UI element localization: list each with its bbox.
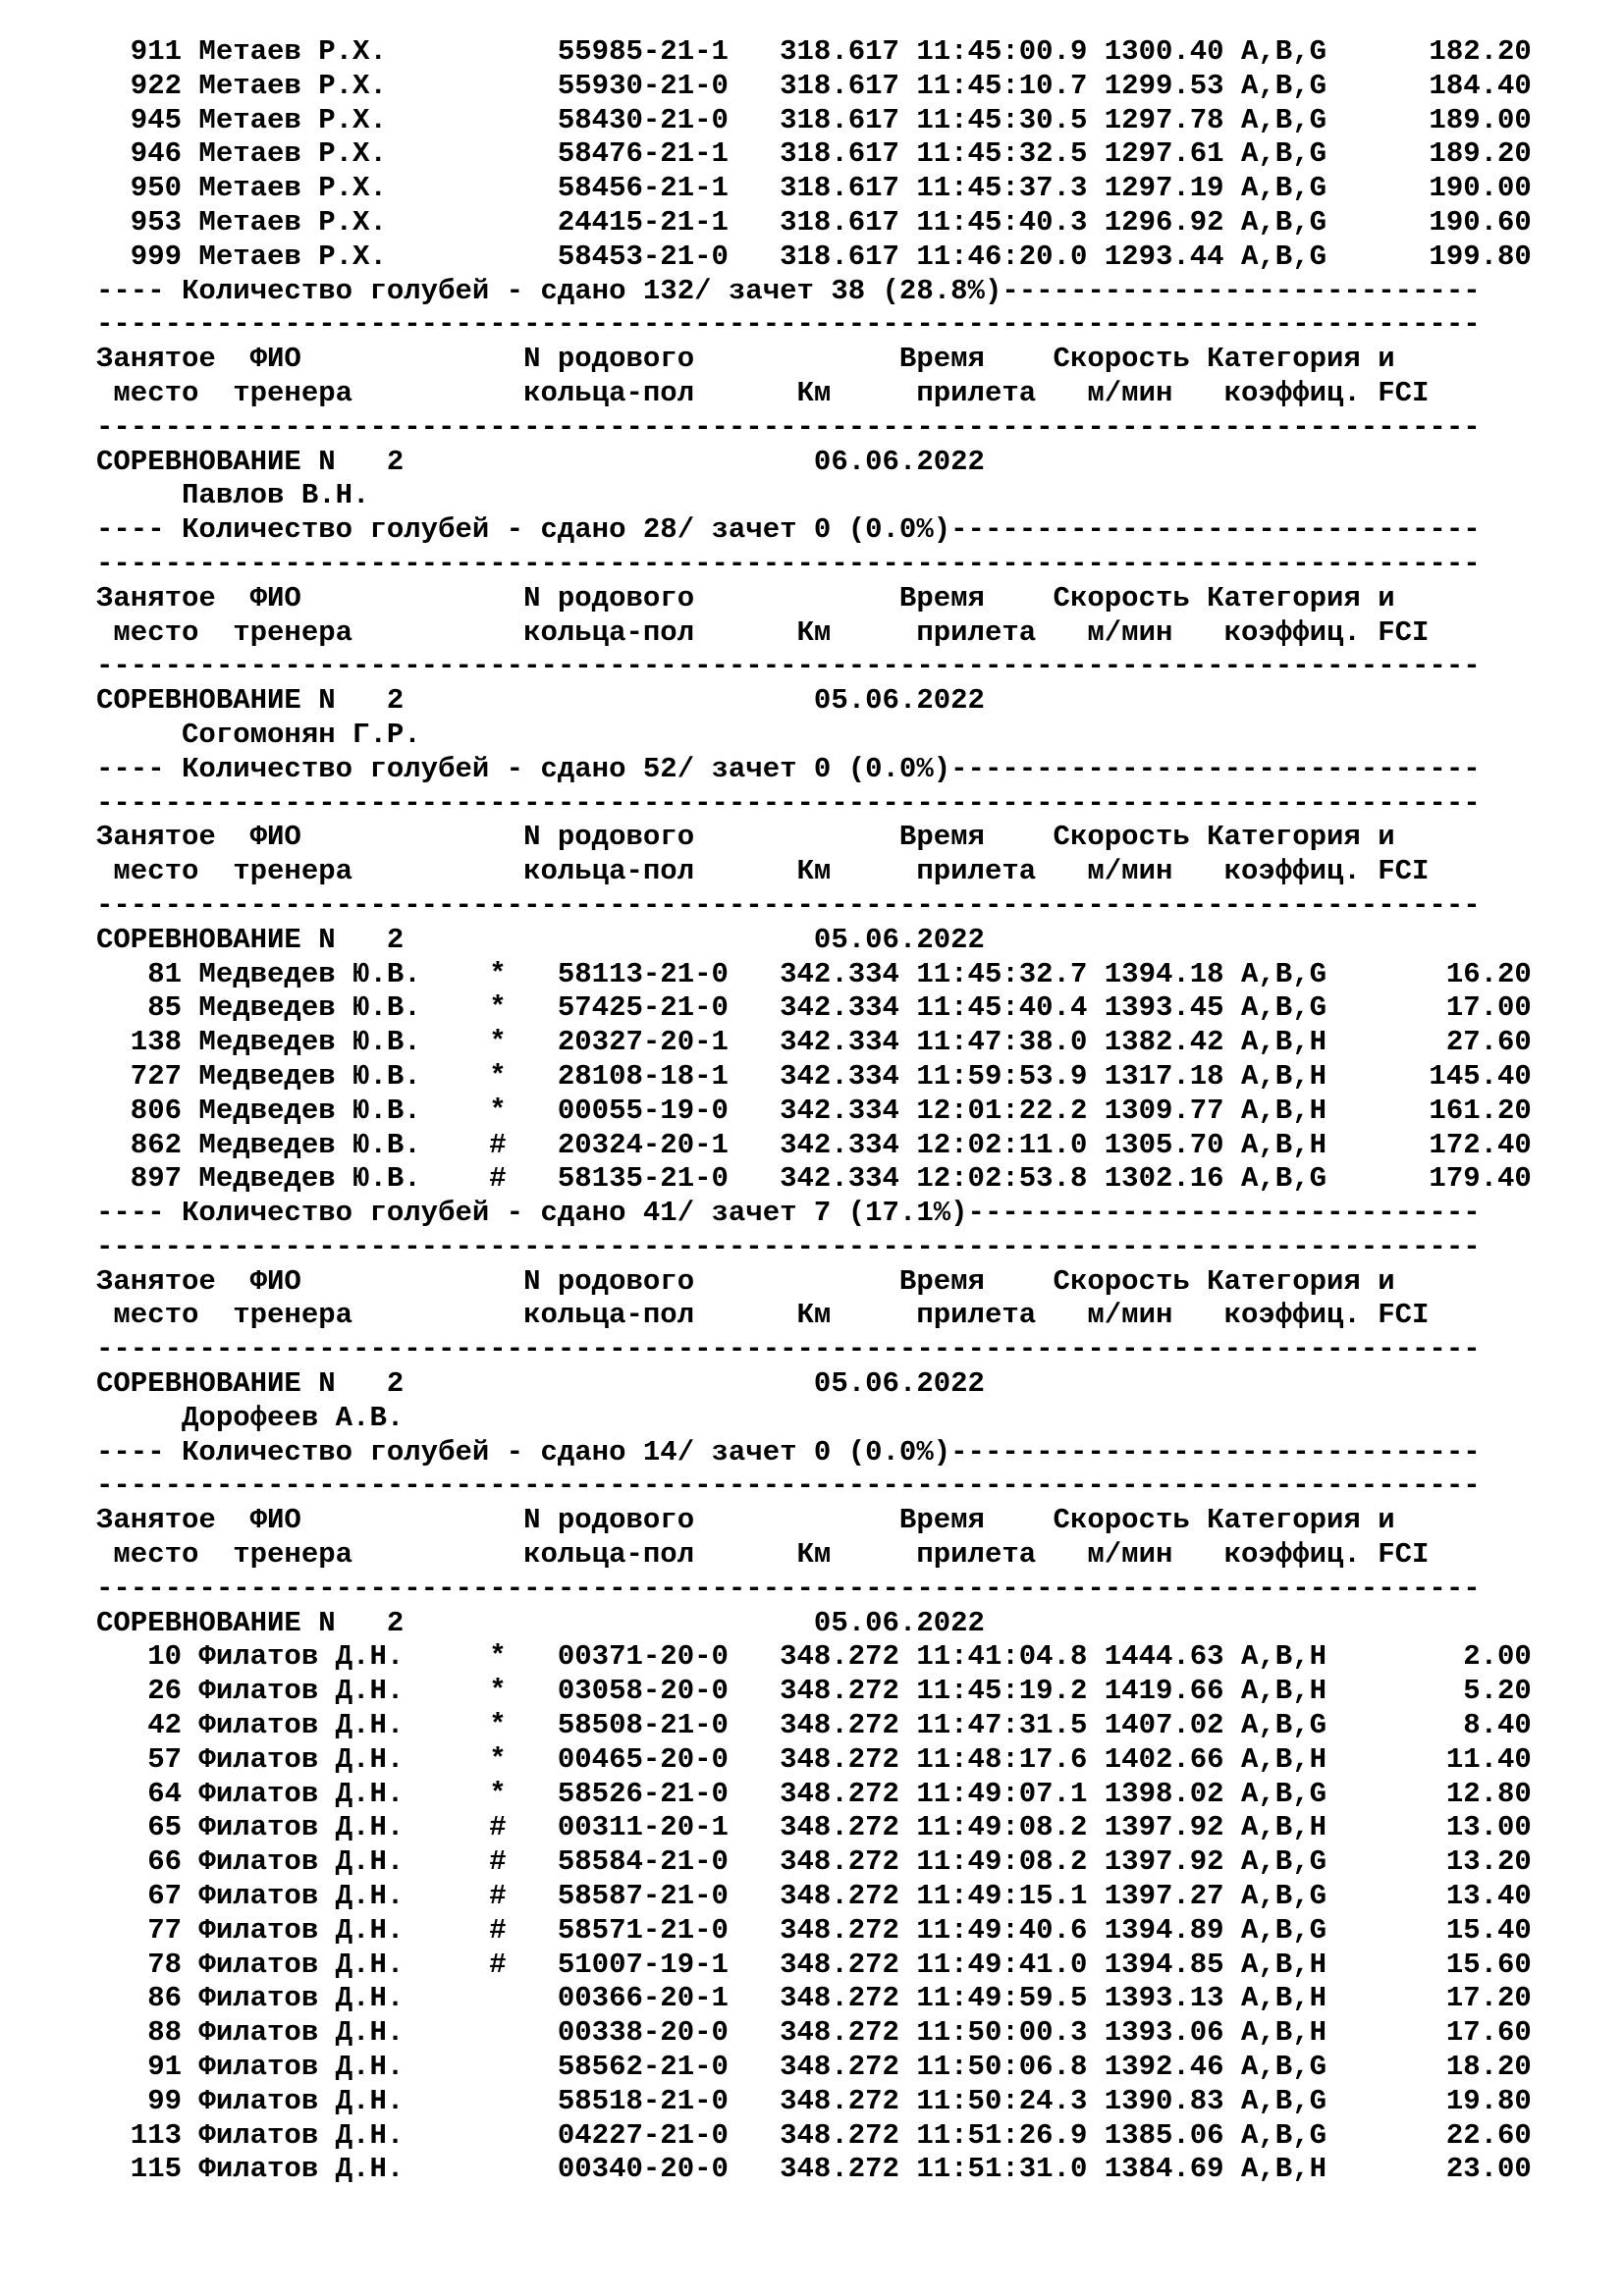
result-row: 897 Медведев Ю.В. # 58135-21-0 342.334 12:02:53.8 1302.16 А,В,G 179.40 (96, 1162, 1532, 1196)
result-row: 88 Филатов Д.Н. 00338-20-0 348.272 11:50:00.3 1393.06 А,В,Н 17.60 (96, 2016, 1532, 2050)
column-header: Занятое ФИО N родового Время Скорость Категория и (96, 343, 1395, 376)
competition-header: СОРЕВНОВАНИЕ N 2 05.06.2022 (96, 684, 985, 718)
column-header: место тренера кольца-пол Км прилета м/мин коэффиц. FCI (96, 615, 1430, 649)
result-row: 77 Филатов Д.Н. # 58571-21-0 348.272 11:49:40.6 1394.89 А,В,G 15.40 (96, 1913, 1532, 1947)
result-row: 65 Филатов Д.Н. # 00311-20-1 348.272 11:49:08.2 1397.92 А,В,Н 13.00 (96, 1811, 1532, 1844)
competition-header: СОРЕВНОВАНИЕ N 2 05.06.2022 (96, 923, 985, 956)
result-row: 64 Филатов Д.Н. * 58526-21-0 348.272 11:49:07.1 1398.02 А,В,G 12.80 (96, 1777, 1532, 1810)
result-row: 953 Метаев Р.Х. 24415-21-1 318.617 11:45:40.3 1296.92 А,В,G 190.60 (96, 205, 1532, 239)
result-row: 113 Филатов Д.Н. 04227-21-0 348.272 11:51:26.9 1385.06 А,В,G 22.60 (96, 2118, 1532, 2152)
result-row: 91 Филатов Д.Н. 58562-21-0 348.272 11:50:06.8 1392.46 А,В,G 18.20 (96, 2051, 1532, 2084)
competition-header: СОРЕВНОВАНИЕ N 2 06.06.2022 (96, 445, 985, 478)
result-row: 950 Метаев Р.Х. 58456-21-1 318.617 11:45:37.3 1297.19 А,В,G 190.00 (96, 172, 1532, 205)
separator-line: --------------------------------------------------------------------------------- (96, 888, 1481, 922)
result-row: 78 Филатов Д.Н. # 51007-19-1 348.272 11:49:41.0 1394.85 А,В,Н 15.60 (96, 1948, 1532, 1981)
result-row: 727 Медведев Ю.В. * 28108-18-1 342.334 11:59:53.9 1317.18 А,В,Н 145.40 (96, 1059, 1532, 1093)
fancier-name: Согомонян Г.Р. (96, 718, 421, 751)
separator-line: --------------------------------------------------------------------------------- (96, 1469, 1481, 1503)
column-header: место тренера кольца-пол Км прилета м/мин коэффиц. FCI (96, 1538, 1430, 1572)
fancier-name: Павлов В.Н. (96, 479, 370, 512)
result-row: 806 Медведев Ю.В. * 00055-19-0 342.334 12:01:22.2 1309.77 А,В,Н 161.20 (96, 1094, 1532, 1127)
result-row: 26 Филатов Д.Н. * 03058-20-0 348.272 11:45:19.2 1419.66 А,В,Н 5.20 (96, 1675, 1532, 1708)
result-row: 67 Филатов Д.Н. # 58587-21-0 348.272 11:49:15.1 1397.27 А,В,G 13.40 (96, 1880, 1532, 1913)
result-row: 999 Метаев Р.Х. 58453-21-0 318.617 11:46:20.0 1293.44 А,В,G 199.80 (96, 240, 1532, 273)
separator-line: --------------------------------------------------------------------------------- (96, 308, 1481, 342)
column-header: Занятое ФИО N родового Время Скорость Категория и (96, 1264, 1395, 1298)
result-row: 57 Филатов Д.Н. * 00465-20-0 348.272 11:48:17.6 1402.66 А,В,Н 11.40 (96, 1742, 1532, 1776)
column-header: Занятое ФИО N родового Время Скорость Категория и (96, 581, 1395, 614)
column-header: место тренера кольца-пол Км прилета м/мин коэффиц. FCI (96, 376, 1430, 409)
summary-line: ---- Количество голубей - сдано 132/ зачет 38 (28.8%)---------------------------- (96, 274, 1481, 307)
separator-line: --------------------------------------------------------------------------------- (96, 650, 1481, 683)
race-results-listing (96, 35, 1532, 2187)
summary-line: ---- Количество голубей - сдано 52/ зачет 0 (0.0%)------------------------------- (96, 752, 1481, 785)
result-row: 42 Филатов Д.Н. * 58508-21-0 348.272 11:47:31.5 1407.02 А,В,G 8.40 (96, 1709, 1532, 1742)
result-row: 138 Медведев Ю.В. * 20327-20-1 342.334 11:47:38.0 1382.42 А,В,Н 27.60 (96, 1026, 1532, 1059)
summary-line: ---- Количество голубей - сдано 28/ зачет 0 (0.0%)------------------------------- (96, 513, 1481, 547)
result-row: 85 Медведев Ю.В. * 57425-21-0 342.334 11:45:40.4 1393.45 А,В,G 17.00 (96, 991, 1532, 1025)
summary-line: ---- Количество голубей - сдано 41/ зачет 7 (17.1%)------------------------------ (96, 1197, 1481, 1230)
summary-line: ---- Количество голубей - сдано 14/ зачет 0 (0.0%)------------------------------- (96, 1435, 1481, 1468)
separator-line: --------------------------------------------------------------------------------- (96, 547, 1481, 580)
result-row: 862 Медведев Ю.В. # 20324-20-1 342.334 12:02:11.0 1305.70 А,В,Н 172.40 (96, 1128, 1532, 1161)
separator-line: --------------------------------------------------------------------------------- (96, 410, 1481, 444)
result-row: 115 Филатов Д.Н. 00340-20-0 348.272 11:51:31.0 1384.69 А,В,Н 23.00 (96, 2153, 1532, 2186)
result-row: 10 Филатов Д.Н. * 00371-20-0 348.272 11:41:04.8 1444.63 А,В,Н 2.00 (96, 1640, 1532, 1674)
separator-line: --------------------------------------------------------------------------------- (96, 786, 1481, 820)
separator-line: --------------------------------------------------------------------------------- (96, 1572, 1481, 1605)
result-row: 945 Метаев Р.Х. 58430-21-0 318.617 11:45:30.5 1297.78 А,В,G 189.00 (96, 103, 1532, 136)
column-header: Занятое ФИО N родового Время Скорость Категория и (96, 821, 1395, 854)
result-row: 99 Филатов Д.Н. 58518-21-0 348.272 11:50:24.3 1390.83 А,В,G 19.80 (96, 2084, 1532, 2117)
result-row: 86 Филатов Д.Н. 00366-20-1 348.272 11:49:59.5 1393.13 А,В,Н 17.20 (96, 1982, 1532, 2015)
result-row: 66 Филатов Д.Н. # 58584-21-0 348.272 11:49:08.2 1397.92 А,В,G 13.20 (96, 1845, 1532, 1879)
column-header: место тренера кольца-пол Км прилета м/мин коэффиц. FCI (96, 1299, 1430, 1332)
column-header: Занятое ФИО N родового Время Скорость Категория и (96, 1504, 1395, 1537)
column-header: место тренера кольца-пол Км прилета м/мин коэффиц. FCI (96, 855, 1430, 888)
result-row: 911 Метаев Р.Х. 55985-21-1 318.617 11:45:00.9 1300.40 А,В,G 182.20 (96, 35, 1532, 68)
separator-line: --------------------------------------------------------------------------------- (96, 1230, 1481, 1263)
separator-line: --------------------------------------------------------------------------------- (96, 1333, 1481, 1366)
result-row: 946 Метаев Р.Х. 58476-21-1 318.617 11:45:32.5 1297.61 А,В,G 189.20 (96, 137, 1532, 171)
result-row: 922 Метаев Р.Х. 55930-21-0 318.617 11:45:10.7 1299.53 А,В,G 184.40 (96, 69, 1532, 102)
competition-header: СОРЕВНОВАНИЕ N 2 05.06.2022 (96, 1606, 985, 1639)
result-row: 81 Медведев Ю.В. * 58113-21-0 342.334 11:45:32.7 1394.18 А,В,G 16.20 (96, 957, 1532, 990)
competition-header: СОРЕВНОВАНИЕ N 2 05.06.2022 (96, 1367, 985, 1401)
fancier-name: Дорофеев А.В. (96, 1401, 405, 1434)
